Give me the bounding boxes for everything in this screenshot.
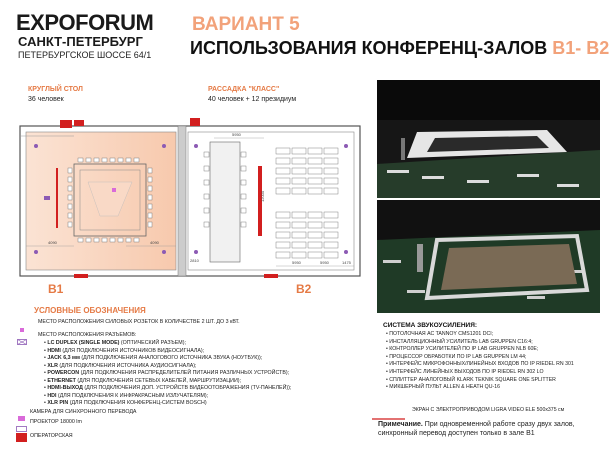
- door-b1: [74, 274, 88, 278]
- photo-round-table-render: [377, 80, 600, 198]
- screen-legend: ЭКРАН С ЭЛЕКТРОПРИВОДОМ LIGRA VIDEO ELE 500x375 см: [412, 407, 565, 413]
- connectors-list: [44, 340, 291, 408]
- connector-item: • XLR (ДЛЯ ПОДКЛЮЧЕНИЯ ИСТОЧНИКА АУДИОСИГНАЛА);: [44, 362, 197, 369]
- sound-item: • ПОТОЛОЧНАЯ АС TANNOY CMS1201 DCI;: [386, 331, 494, 337]
- photo-class-layout: [377, 200, 600, 313]
- connector-item: • HDI (ДЛЯ ПОДКЛЮЧЕНИЯ К ИНФРАКРАСНЫМ ИЗЛУЧАТЕЛЯМ);: [44, 392, 209, 399]
- page-title: [190, 38, 609, 59]
- connector-icon: [34, 250, 38, 254]
- connector-item: • LC DUPLEX (SINGLE MODE) (ОПТИЧЕСКИЙ РАЗЪЕМ);: [44, 340, 186, 346]
- legend-power: МЕСТО РАСПОЛОЖЕНИЯ СИЛОВЫХ РОЗЕТОК В КОЛИЧЕСТВЕ 2 ШТ. ДО 3 кВТ.: [38, 319, 240, 325]
- legend-connectors-title: МЕСТО РАСПОЛОЖЕНИЯ РАЗЪЕМОВ:: [38, 332, 137, 338]
- legend-title: УСЛОВНЫЕ ОБОЗНАЧЕНИЯ: [34, 306, 146, 315]
- connector-item: • ETHERNET (ДЛЯ ПОДКЛЮЧЕНИЯ СЕТЕВЫХ КАБЕЛЕЙ, МАРШРУТИЗАЦИИ);: [44, 377, 241, 384]
- sound-system-title: СИСТЕМА ЗВУКОУСИЛЕНИЯ:: [383, 322, 478, 329]
- class-layout-label: РАССАДКА "КЛАСС": [208, 86, 280, 93]
- connector-icon: [344, 144, 348, 148]
- variant-title: ВАРИАНТ 5: [192, 14, 300, 35]
- legend-camera: КАМЕРА ДЛЯ СИНХРОННОГО ПЕРЕВОДА: [30, 409, 137, 415]
- dim-label: 4090: [48, 240, 57, 245]
- sound-item: • КОНТРОЛЛЕР УСИЛИТЕЛЕЙ ПО IP LAB GRUPPEN NLB 60E;: [386, 346, 539, 353]
- hall-b2-label: B2: [296, 282, 312, 296]
- connector-item: • XLR PIN (ДЛЯ ПОДКЛЮЧЕНИЯ КОНФЕРЕНЦ-СИСТЕМ BOSCH): [44, 400, 207, 406]
- hall-b1-label: B1: [48, 282, 64, 296]
- sound-item: • МИКШЕРНЫЙ ПУЛЬТ ALLEN & HEATH QU-16: [386, 384, 500, 391]
- connector-icon: [162, 144, 166, 148]
- round-table-label: КРУГЛЫЙ СТОЛ: [28, 86, 83, 93]
- photo-class-layout-render: [377, 200, 600, 313]
- sound-item: • ПРОЦЕССОР ОБРАБОТКИ ПО IP LAB GRUPPEN LM 44;: [386, 353, 527, 360]
- sound-item: • ИНТЕРФЕЙС МИКРОФОННЫХ/ЛИНЕЙНЫХ ВХОДОВ ПО IP RIEDEL RN 301: [386, 361, 574, 368]
- dim-label: 2810: [190, 258, 199, 263]
- power-outlet-icon: [18, 320, 26, 324]
- connector-item: • JACK 6,3 мм (ДЛЯ ПОДКЛЮЧЕНИЯ АНАЛОГОВОГО ИСТОЧНИКА ЗВУКА (НОУТБУК));: [44, 355, 263, 361]
- connector-box-icon: [17, 332, 27, 350]
- note-text: При одновременной работе сразу двух залов, синхронный перевод доступен только в зале В1: [378, 421, 575, 437]
- dim-label: 5950: [232, 132, 241, 137]
- legend-projector: ПРОЕКТОР 18000 lm: [30, 419, 82, 425]
- connector-icon: [194, 144, 198, 148]
- dim-label: 4090: [150, 240, 159, 245]
- sound-item: • ИНСТАЛЛЯЦИОННЫЙ УСИЛИТЕЛЬ LAB GRUPPEN C16:4;: [386, 338, 533, 345]
- operator-room-icon: [16, 430, 28, 448]
- dim-label: 1475: [342, 260, 351, 265]
- presidium-table: [210, 142, 240, 262]
- partition-wall: [178, 126, 186, 276]
- dim-label: 5950: [320, 260, 329, 265]
- connector-item: • HDMI (ДЛЯ ПОДКЛЮЧЕНИЯ ИСТОЧНИКОВ ВИДЕОСИГНАЛА);: [44, 347, 205, 354]
- operator-room-b2: [190, 118, 200, 126]
- connector-icon: [162, 250, 166, 254]
- projector-icon-b1: [44, 196, 50, 200]
- floor-plan: [14, 112, 370, 302]
- photo-round-table: [377, 80, 600, 198]
- class-layout-count: 40 человек + 12 президиум: [208, 96, 297, 103]
- sound-system-list: [386, 331, 574, 392]
- round-table-count: 36 человек: [28, 96, 64, 103]
- logo-text: EXPOFORUM: [16, 10, 154, 35]
- sound-item: • ИНТЕРФЕЙС ЛИНЕЙНЫХ ВЫХОДОВ ПО IP RIEDEL RN 302 LO: [386, 368, 544, 375]
- connector-icon: [344, 250, 348, 254]
- dim-label: 5950: [292, 260, 301, 265]
- dim-label: 12000: [260, 190, 265, 202]
- note-label: Примечание.: [378, 421, 423, 428]
- operator-room-b1b: [74, 120, 84, 126]
- note: [378, 420, 600, 438]
- camera-icon: [112, 188, 116, 192]
- address: ПЕТЕРБУРГСКОЕ ШОССЕ 64/1: [18, 50, 152, 60]
- sound-item: • СПЛИТТЕР АНАЛОГОВЫЙ KLARK TEKNIK SQUARE ONE SPLITTER: [386, 376, 556, 383]
- connector-icon: [194, 250, 198, 254]
- city-title: САНКТ-ПЕТЕРБУРГ: [18, 34, 143, 49]
- operator-room-b1: [60, 120, 72, 128]
- title-main: ИСПОЛЬЗОВАНИЯ КОНФЕРЕНЦ-ЗАЛОВ: [190, 38, 553, 58]
- connector-icon: [34, 144, 38, 148]
- door-b2: [264, 274, 278, 278]
- screen-b1: [56, 168, 58, 228]
- connector-item: • POWERCON (ДЛЯ ПОДКЛЮЧЕНИЯ РАСПРЕДЕЛИТЕЛЕЙ ПИТАНИЯ РАЗЛИЧНЫХ УСТРОЙСТВ);: [44, 370, 290, 376]
- connector-item: • HDMI-ВЫХОД (ДЛЯ ПОДКЛЮЧЕНИЯ ДОП. УСТРОЙСТВ ВИДЕООТОБРАЖЕНИЯ (TV-ПАНЕЛЕЙ));: [44, 385, 292, 391]
- title-accent: В1- В2: [552, 38, 609, 58]
- legend-operator: ОПЕРАТОРСКАЯ: [30, 433, 73, 439]
